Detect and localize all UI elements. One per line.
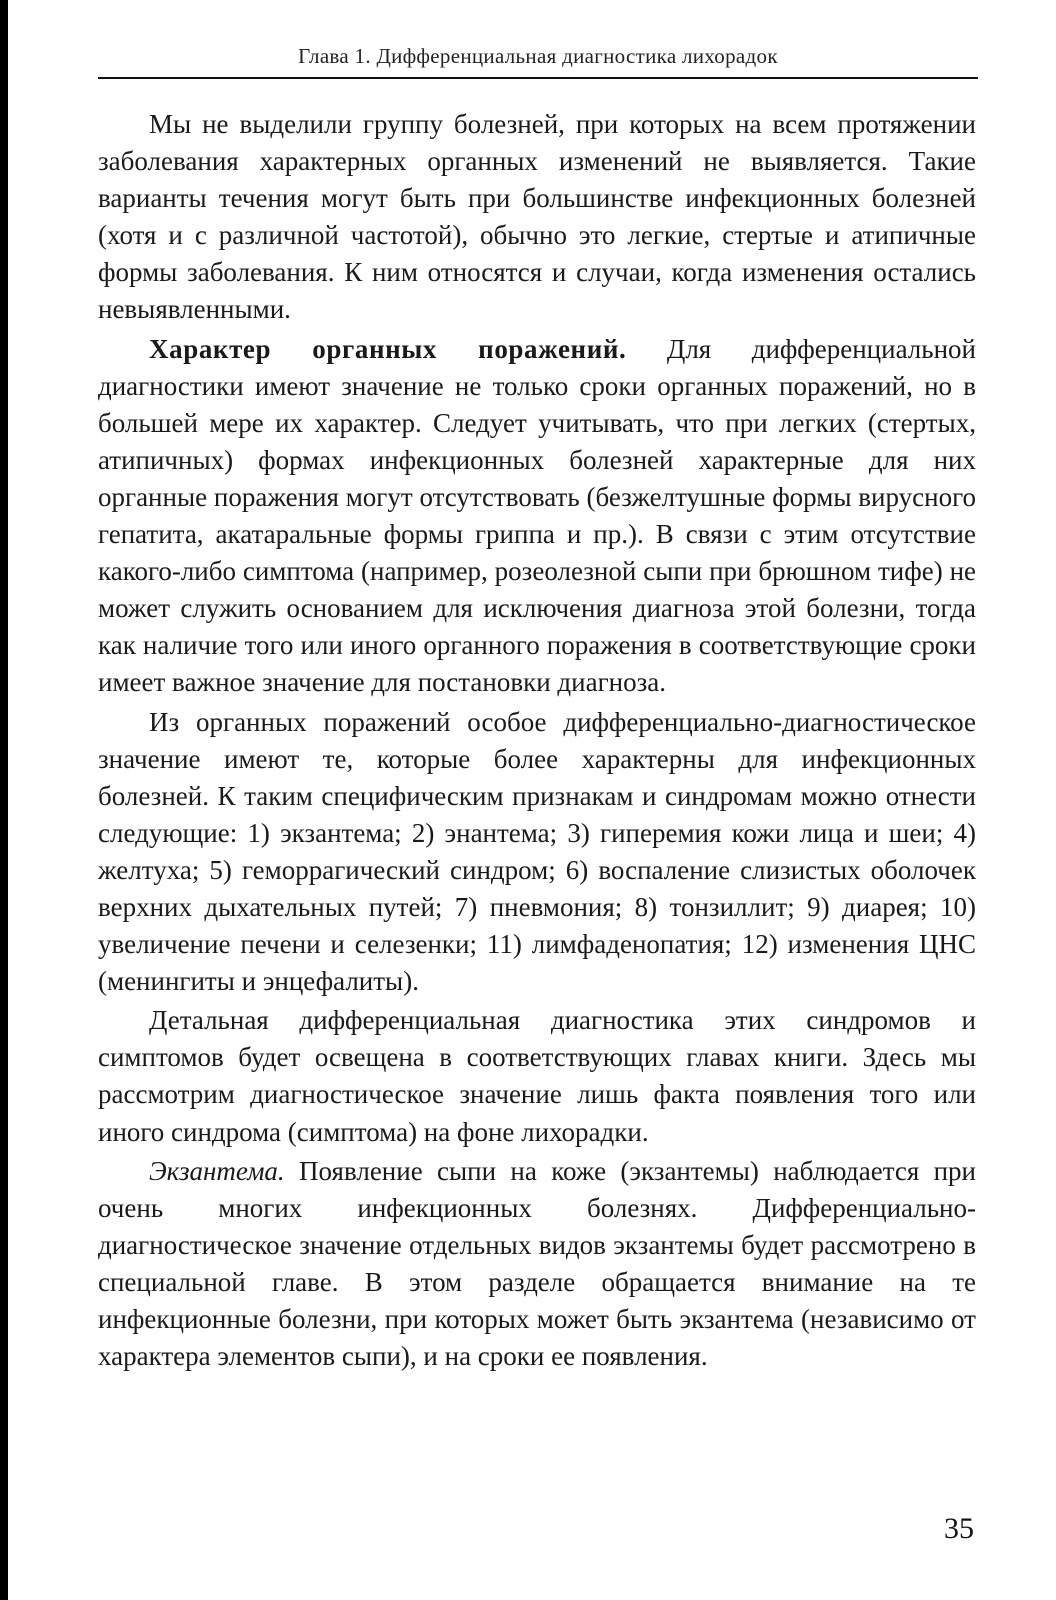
paragraph-1	[98, 106, 976, 329]
paragraph-1-text: Мы не выделили группу болезней, при которых на всем протяжении заболевания характерных органных изменений не выявляется. Такие варианты течения могут быть при большинстве инфекционных болезней (хотя и с различной частотой), обычно это легкие, стертые и атипичные формы заболевания. К ним относятся и случаи, когда изменения остались невыявленными.	[98, 109, 976, 325]
paragraph-4-text: Детальная дифференциальная диагностика этих синдромов и симптомов будет освещена в соответствующих главах книги. Здесь мы рассмотрим диагностическое значение лишь факта появления того или иного синдрома (симптома) на фоне лихорадки.	[98, 1005, 976, 1147]
paragraph-5-heading: Экзантема.	[149, 1155, 285, 1186]
running-header: Глава 1. Дифференциальная диагностика лихорадок	[298, 44, 778, 68]
paragraph-5-text: Появление сыпи на коже (экзантемы) наблюдается при очень многих инфекционных болезнях. Дифференциально-диагностическое значение отдельных видов экзантемы будет рассмотрено в специальной главе. В этом разделе обращается внимание на те инфекционные болезни, при которых может быть экзантема (независимо от характера элементов сыпи), и на сроки ее появления.	[98, 1155, 976, 1372]
page-binding-edge	[0, 0, 8, 1600]
paragraph-3-text: Из органных поражений особое дифференциально-диагностическое значение имеют те, которые более характерны для инфекционных болезней. К таким специфическим признакам и синдромам можно отнести следующие: 1) экзантема; 2) энантема; 3) гиперемия кожи лица и шеи; 4) желтуха; 5) геморрагический синдром; 6) воспаление слизистых оболочек верхних дыхательных путей; 7) пневмония; 8) тонзиллит; 9) диарея; 10) увеличение печени и селезенки; 11) лимфаденопатия; 12) изменения ЦНС (менингиты и энцефалиты).	[98, 706, 976, 997]
paragraph-2-text: Для дифференциальной диагностики имеют значение не только сроки органных поражений, но в большей мере их характер. Следует учитывать, что при легких (стертых, атипичных) формах инфекционных болезней характерные для них органные поражения могут отсутствовать (безжелтушные формы вирусного гепатита, акатаральные формы гриппа и пр.). В связи с этим отсутствие какого-либо симптома (например, розеолезной сыпи при брюшном тифе) не может служить основанием для исключения диагноза этой болезни, тогда как наличие того или иного органного поражения в соответствующие сроки имеет важное значение для постановки диагноза.	[98, 333, 976, 698]
paragraph-5	[98, 1153, 976, 1376]
page-body	[98, 106, 976, 1377]
paragraph-2	[98, 331, 976, 702]
paragraph-4	[98, 1002, 976, 1150]
paragraph-2-heading: Характер органных поражений.	[149, 333, 627, 364]
page-number: 35	[944, 1512, 974, 1545]
header-rule	[98, 77, 978, 79]
paragraph-3	[98, 704, 976, 1001]
